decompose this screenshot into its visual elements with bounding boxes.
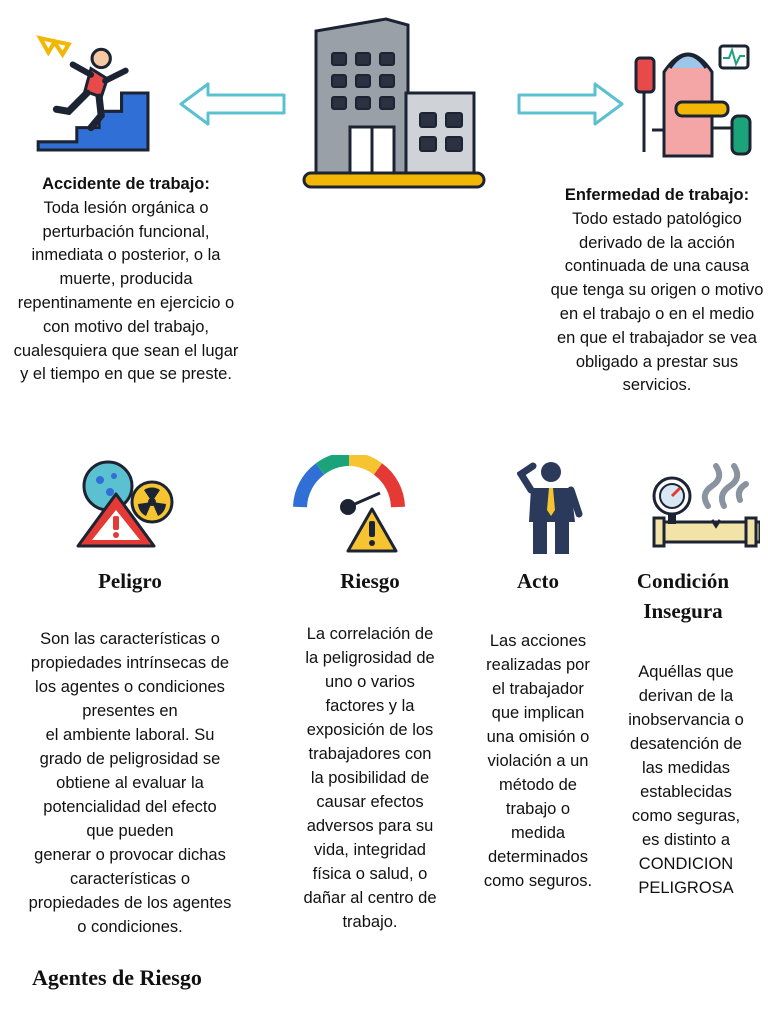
acto-heading: Acto <box>517 569 559 593</box>
condicion-heading: Condición Insegura <box>636 569 730 623</box>
condicion-description: Aquéllas que derivan de la inobservancia o desatención de las medidas establecidas como seguras, es distinto a CONDICION PELIGROSA <box>628 663 744 897</box>
building-icon <box>300 15 488 191</box>
acto-description: Las acciones realizadas por el trabajador que implican una omisión o violación a un método de trabajo o medida determinados como seguros. <box>483 632 593 890</box>
medical-patient-icon <box>628 32 754 160</box>
arrow-right-icon <box>515 80 625 128</box>
accidente-title: Accidente de trabajo: <box>42 175 210 193</box>
riesgo-heading: Riesgo <box>340 569 400 593</box>
peligro-description: Son las características o propiedades intrínsecas de los agentes o condiciones presentes en el ambiente laboral. Su grado de peligrosidad se obtiene al evaluar la potencialidad del efecto que pueden generar o provocar dichas características o propiedades de los agentes o condiciones. <box>28 630 232 936</box>
enfermedad-title: Enfermedad de trabajo: <box>564 186 750 204</box>
enfermedad-body: Todo estado patológico derivado de la acción continuada de una causa que tenga su origen o motivo en el trabajo o en el medio en que el trabajador se vea obligado a prestar sus servicios. <box>550 209 764 395</box>
peligro-heading: Peligro <box>98 569 162 593</box>
arrow-left-icon <box>178 80 288 128</box>
falling-worker-icon <box>28 30 150 152</box>
riesgo-description: La correlación de la peligrosidad de uno o varios factores y la exposición de los trabajadores con la posibilidad de causar efectos adversos para su vida, integridad física o salud, o dañar al centro de trabajo. <box>303 625 437 931</box>
pipe-leak-icon <box>650 460 760 552</box>
accidente-body: Toda lesión orgánica o perturbación funcional, inmediata o posterior, o la muerte, producida repentinamente en ejercicio o con motivo del trabajo, cualesquiera que sean el lugar y el tiempo en que se preste. <box>13 198 239 384</box>
hazard-warning-icon <box>74 460 178 550</box>
agentes-de-riesgo-title: Agentes de Riesgo <box>32 965 202 990</box>
confused-worker-icon <box>517 458 587 556</box>
accidente-definition <box>8 173 244 387</box>
risk-gauge-icon <box>290 455 408 555</box>
enfermedad-definition <box>549 184 765 398</box>
